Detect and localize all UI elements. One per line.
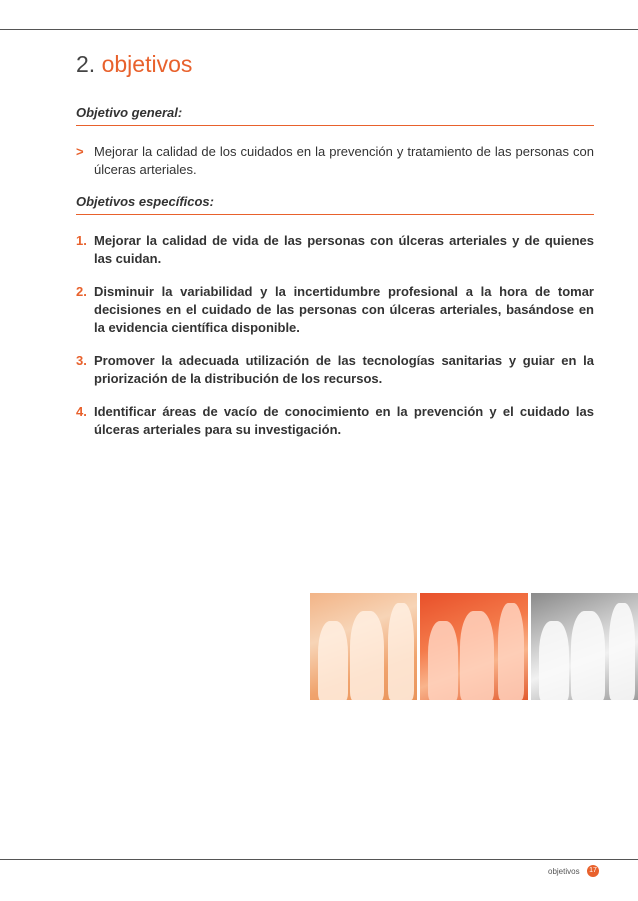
list-item xyxy=(76,352,594,388)
surgery-photo-warm xyxy=(310,593,417,700)
specific-objectives-list xyxy=(76,232,594,454)
item-number: 4. xyxy=(76,404,87,419)
photo-strip xyxy=(310,593,638,700)
item-number: 1. xyxy=(76,233,87,248)
general-objective-heading: Objetivo general: xyxy=(76,105,594,126)
list-item xyxy=(76,232,594,268)
item-text: Mejorar la calidad de vida de las personas con úlceras arteriales y de quienes las cuidan. xyxy=(94,233,594,266)
top-rule xyxy=(0,29,638,30)
item-text: Disminuir la variabilidad y la incertidumbre profesional a la hora de tomar decisiones en el cuidado de las personas con úlceras arteriales, basándose en la evidencia científica disponible. xyxy=(94,284,594,335)
section-number: 2. xyxy=(76,51,96,77)
section-title: objetivos xyxy=(101,51,193,77)
item-text: Promover la adecuada utilización de las tecnologías sanitarias y guiar en la priorización de la distribución de los recursos. xyxy=(94,353,594,386)
bottom-rule xyxy=(0,859,638,860)
page-title xyxy=(76,50,192,78)
footer-section-label: objetivos xyxy=(548,867,580,876)
list-item xyxy=(76,283,594,337)
general-objective xyxy=(76,143,594,179)
general-objective-text: Mejorar la calidad de los cuidados en la prevención y tratamiento de las personas con úlceras arteriales. xyxy=(94,144,594,177)
surgery-photo-gray xyxy=(531,593,638,700)
surgery-photo-red xyxy=(420,593,527,700)
page-number-badge: 17 xyxy=(587,865,599,877)
item-number: 2. xyxy=(76,284,87,299)
specific-objectives-heading: Objetivos específicos: xyxy=(76,194,594,215)
list-item xyxy=(76,403,594,439)
item-text: Identificar áreas de vacío de conocimiento en la prevención y el cuidado las úlceras arteriales para su investigación. xyxy=(94,404,594,437)
item-number: 3. xyxy=(76,353,87,368)
arrow-marker: > xyxy=(76,144,84,159)
